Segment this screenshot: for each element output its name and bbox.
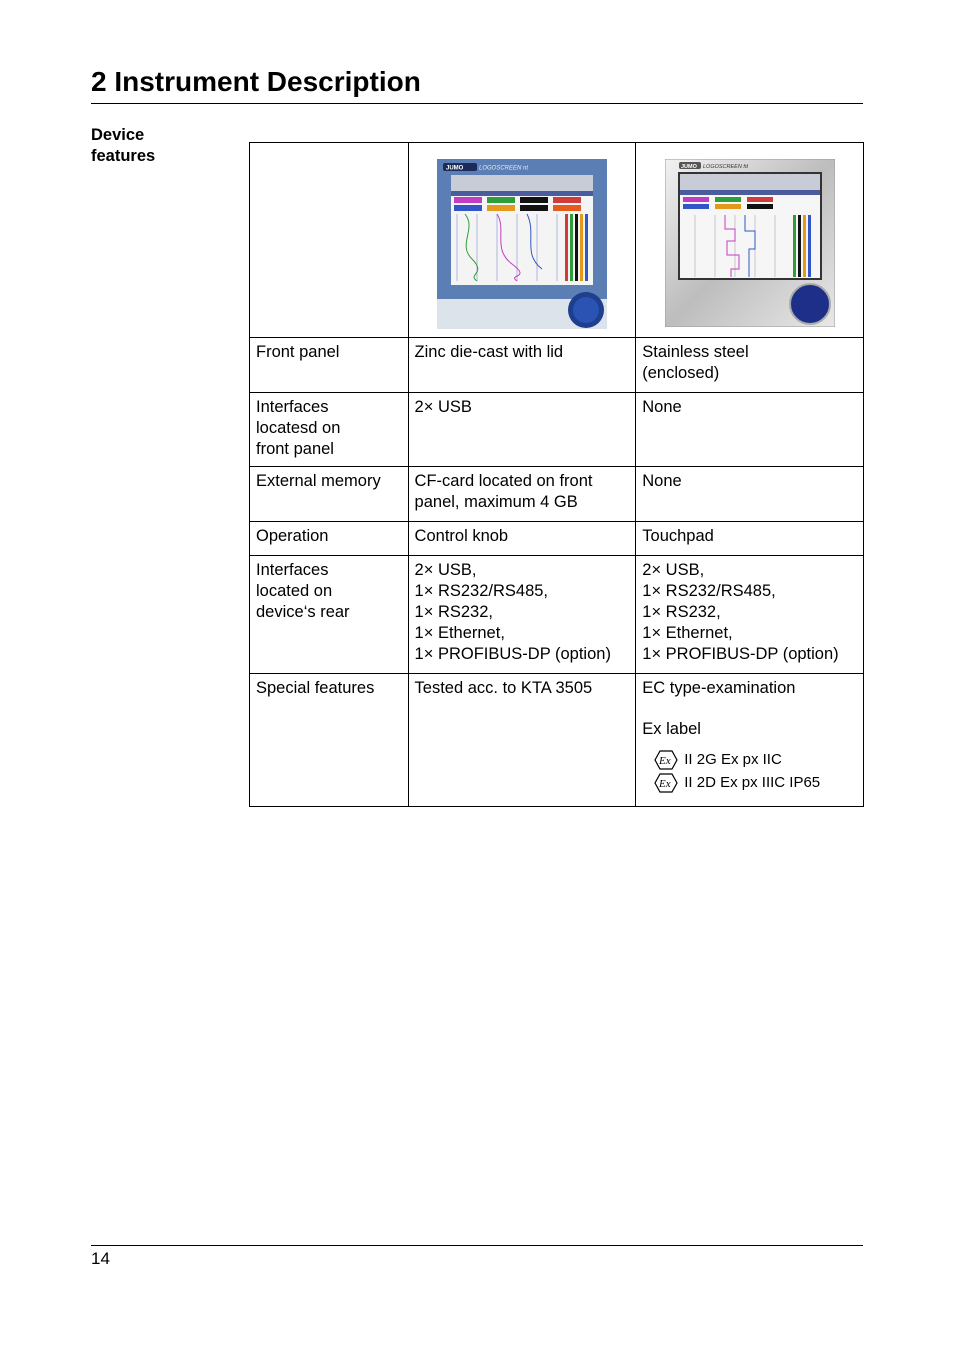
device-model-right: LOGOSCREEN fd <box>702 164 748 170</box>
text-line: 1× RS232/RS485, <box>414 582 549 600</box>
text-line: front panel <box>256 440 334 458</box>
section-label-line1: Device <box>91 126 145 144</box>
cell-zinc-special-features: Tested acc. to KTA 3505 <box>408 674 636 807</box>
ex-label-line <box>654 748 857 771</box>
table-row <box>250 338 864 393</box>
cell-steel-rear-interfaces <box>636 556 864 674</box>
cell-steel-operation: Touchpad <box>636 522 864 556</box>
cell-steel-external-memory: None <box>636 467 864 522</box>
text-line: Interfaces <box>256 398 329 416</box>
text-line: 1× RS232/RS485, <box>642 582 776 600</box>
device-image-zinc <box>437 159 607 329</box>
ex-label-gas: II 2G Ex px IIC <box>684 751 782 768</box>
text-line: located on <box>256 582 333 600</box>
table-row <box>250 674 864 807</box>
device-logo-right: JUMO <box>680 164 697 170</box>
device-logo-left: JUMO <box>445 165 464 172</box>
ex-label-dust: II 2D Ex px IIIC IP65 <box>684 774 821 791</box>
table-row <box>250 556 864 674</box>
svg-text:Ex: Ex <box>659 777 671 790</box>
cell-zinc-operation: Control knob <box>408 522 636 556</box>
cell-zinc-front-interfaces: 2× USB <box>408 393 636 467</box>
footer-rule <box>91 1245 863 1246</box>
table-row <box>250 522 864 556</box>
cell-steel-front-interfaces: None <box>636 393 864 467</box>
ex-label-line <box>654 771 857 794</box>
row-label-external-memory: External memory <box>250 467 409 522</box>
text-line: locatesd on <box>256 419 341 437</box>
text-line: device‘s rear <box>256 603 350 621</box>
text-line: 1× PROFIBUS-DP (option) <box>414 645 611 663</box>
row-label-operation: Operation <box>250 522 409 556</box>
row-label-front-interfaces <box>250 393 409 467</box>
device-image-cell-left <box>408 143 636 338</box>
device-features-table <box>249 142 864 807</box>
header-rule <box>91 103 863 104</box>
cell-steel-front-panel <box>636 338 864 393</box>
text-line: Interfaces <box>256 561 329 579</box>
text-line: 2× USB, <box>642 561 705 579</box>
row-label-front-panel: Front panel <box>250 338 409 393</box>
text-line: (enclosed) <box>642 364 720 382</box>
svg-text:Ex: Ex <box>659 754 671 767</box>
device-model-left: LOGOSCREEN nt <box>478 165 528 172</box>
ex-label-heading: Ex label <box>642 720 701 738</box>
text-line: EC type-examination <box>642 679 796 697</box>
text-line: 1× RS232, <box>642 603 721 621</box>
device-image-cell-right <box>636 143 864 338</box>
cell-steel-special-features <box>636 674 864 807</box>
text-line: CF-card located on front <box>414 472 593 490</box>
text-line: 1× RS232, <box>414 603 493 621</box>
row-label-rear-interfaces <box>250 556 409 674</box>
text-line: 1× PROFIBUS-DP (option) <box>642 645 839 663</box>
text-line: 1× Ethernet, <box>642 624 733 642</box>
page-number: 14 <box>91 1249 110 1268</box>
text-line: 1× Ethernet, <box>414 624 505 642</box>
text-line: panel, maximum 4 GB <box>414 493 578 511</box>
text-line: Stainless steel <box>642 343 749 361</box>
device-image-steel <box>665 159 835 327</box>
ex-hexagon-icon <box>654 750 678 770</box>
cell-zinc-front-panel: Zinc die-cast with lid <box>408 338 636 393</box>
table-row <box>250 393 864 467</box>
text-line: 2× USB, <box>414 561 477 579</box>
ex-hexagon-icon <box>654 773 678 793</box>
section-label <box>91 125 155 167</box>
row-label-special-features: Special features <box>250 674 409 807</box>
table-row <box>250 467 864 522</box>
cell-zinc-rear-interfaces <box>408 556 636 674</box>
empty-header-cell <box>250 143 409 338</box>
table-row-images <box>250 143 864 338</box>
cell-zinc-external-memory <box>408 467 636 522</box>
section-label-line2: features <box>91 147 156 165</box>
chapter-title: 2 Instrument Description <box>91 66 421 97</box>
